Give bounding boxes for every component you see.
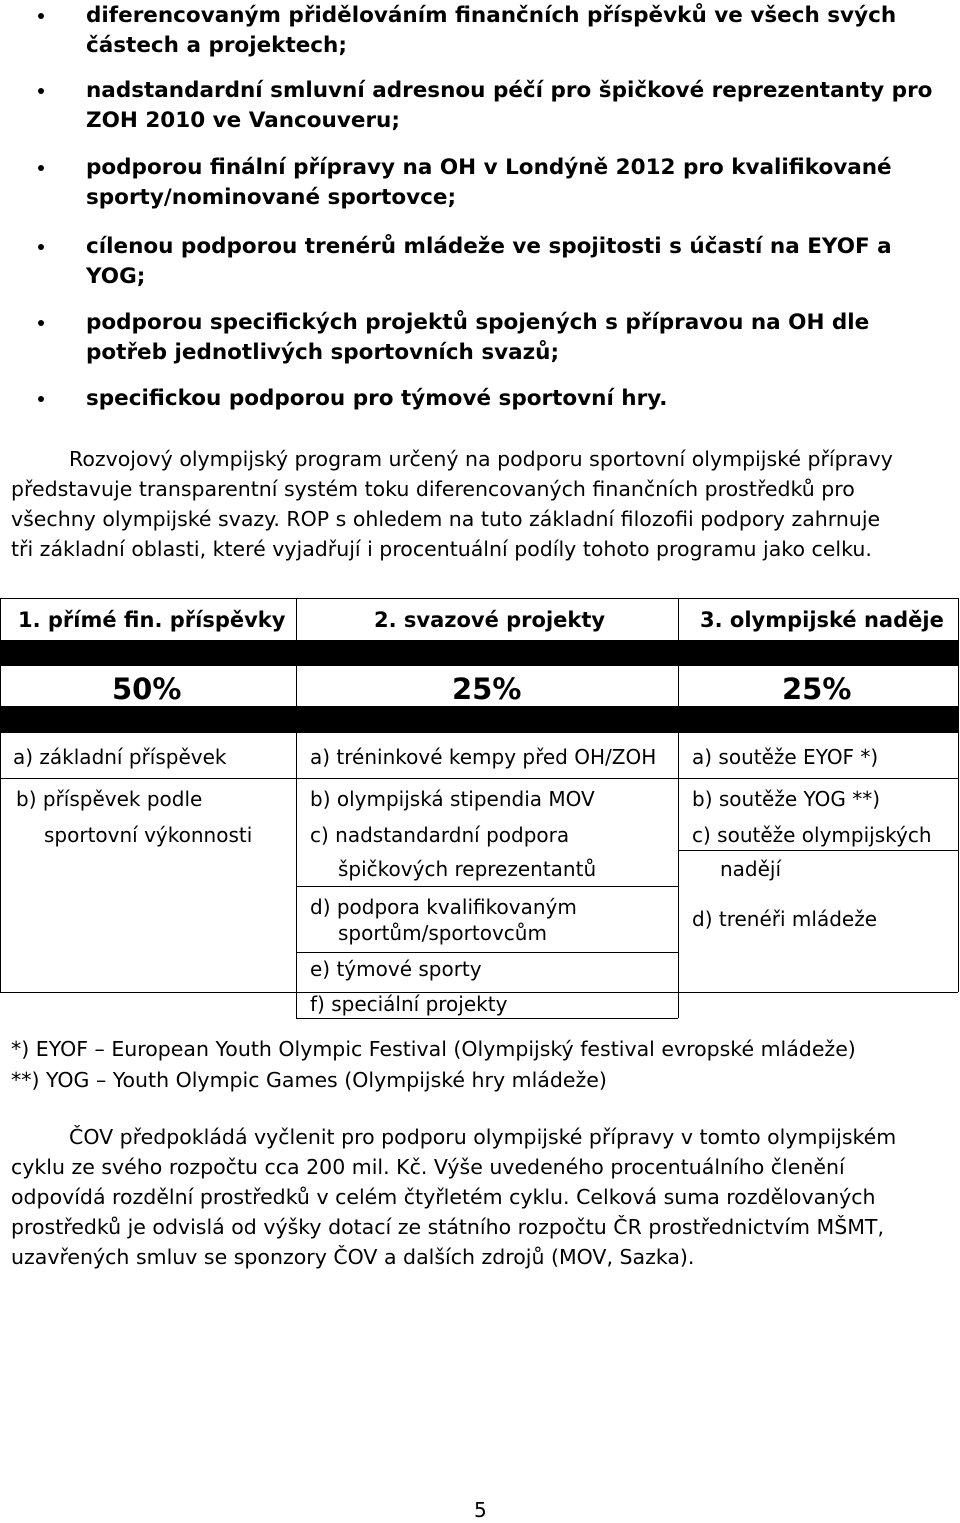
table-cell: f) speciální projekty <box>310 992 508 1016</box>
list-item-line: podporou specifických projektů spojených s přípravou na OH dle <box>86 310 870 335</box>
table-column-divider <box>296 992 297 1018</box>
table-cell: b) soutěže YOG **) <box>692 787 881 811</box>
bullet-dot <box>38 320 44 326</box>
bullet-dot <box>38 13 44 19</box>
list-item <box>38 153 955 213</box>
intro-paragraph <box>11 444 955 564</box>
table-border-right <box>958 598 959 992</box>
list-item-line: částech a projektech; <box>86 33 347 58</box>
table-border-top <box>0 598 958 599</box>
table-cell: b) příspěvek podle <box>16 787 203 811</box>
footnote: **) YOG – Youth Olympic Games (Olympijské hry mládeže) <box>11 1068 607 1092</box>
list-item-line: podporou finální přípravy na OH v Londýně 2012 pro kvalifikované <box>86 155 892 180</box>
list-item-line: sporty/nominované sportovce; <box>86 185 457 210</box>
table-cell: e) týmové sporty <box>310 957 482 981</box>
table-row-divider <box>678 850 958 851</box>
table-row-divider <box>0 778 958 779</box>
table-black-bar <box>0 640 958 666</box>
table-cell: b) olympijská stipendia MOV <box>310 787 595 811</box>
table-row-divider <box>296 886 678 887</box>
page-number: 5 <box>474 1498 487 1522</box>
bullet-dot <box>38 396 44 402</box>
table-cell: d) podpora kvalifikovaným <box>310 895 577 919</box>
program-table <box>0 598 960 1018</box>
bullet-dot <box>38 244 44 250</box>
table-cell: špičkových reprezentantů <box>338 857 597 881</box>
list-item-line: nadstandardní smluvní adresnou péčí pro špičkové reprezentanty pro <box>86 78 933 103</box>
table-cell: a) soutěže EYOF *) <box>692 745 879 769</box>
table-column-divider <box>678 952 679 1018</box>
list-item <box>38 232 955 292</box>
table-row-divider <box>296 1018 678 1019</box>
paragraph-line: prostředků je odvislá od výšky dotací ze státního rozpočtu ČR prostřednictvím MŠMT, <box>11 1215 884 1239</box>
table-cell: a) tréninkové kempy před OH/ZOH <box>310 745 657 769</box>
table-header-cell: 2. svazové projekty <box>374 608 606 632</box>
table-cell: d) trenéři mládeže <box>692 907 877 931</box>
table-cell: sportům/sportovcům <box>338 921 547 945</box>
table-cell: sportovní výkonnosti <box>44 823 253 847</box>
list-item-line: YOG; <box>86 264 146 289</box>
table-cell: nadějí <box>720 857 782 881</box>
paragraph-line: uzavřených smluv se sponzory ČOV a dalších zdrojů (MOV, Sazka). <box>11 1245 695 1269</box>
percentage-cell: 25% <box>782 672 852 706</box>
closing-paragraph <box>11 1122 955 1272</box>
list-item-line: cílenou podporou trenérů mládeže ve spojitosti s účastí na EYOF a <box>86 234 892 259</box>
table-cell: c) nadstandardní podpora <box>310 823 570 847</box>
paragraph-line: Rozvojový olympijský program určený na podporu sportovní olympijské přípravy <box>69 447 893 471</box>
table-cell: c) soutěže olympijských <box>692 823 932 847</box>
paragraph-line: cyklu ze svého rozpočtu cca 200 mil. Kč. Výše uvedeného procentuálního členění <box>11 1155 845 1179</box>
table-cell: a) základní příspěvek <box>13 745 227 769</box>
paragraph-line: ČOV předpokládá vyčlenit pro podporu olympijské přípravy v tomto olympijském <box>69 1125 897 1149</box>
paragraph-line: všechny olympijské svazy. ROP s ohledem na tuto základní filozofii podpory zahrnuje <box>11 507 881 531</box>
list-item-line: specifickou podporou pro týmové sportovní hry. <box>86 386 668 411</box>
list-item <box>38 384 955 414</box>
bullet-dot <box>38 88 44 94</box>
list-item-line: ZOH 2010 ve Vancouveru; <box>86 108 400 133</box>
paragraph-line: představuje transparentní systém toku diferencovaných finančních prostředků pro <box>11 477 855 501</box>
table-row-divider <box>296 952 678 953</box>
table-header-cell: 1. přímé fin. příspěvky <box>18 608 286 632</box>
percentage-cell: 50% <box>112 672 182 706</box>
list-item-line: potřeb jednotlivých sportovních svazů; <box>86 340 560 365</box>
bullet-dot <box>38 165 44 171</box>
table-header-cell: 3. olympijské naděje <box>700 608 944 632</box>
list-item <box>38 308 955 368</box>
list-item <box>38 1 955 61</box>
paragraph-line: tři základní oblasti, které vyjadřují i procentuální podíly tohoto programu jako celku. <box>11 537 872 561</box>
list-item-line: diferencovaným přidělováním finančních příspěvků ve všech svých <box>86 3 897 28</box>
footnote: *) EYOF – European Youth Olympic Festival (Olympijský festival evropské mládeže) <box>11 1037 856 1061</box>
paragraph-line: odpovídá rozdělní prostředků v celém čtyřletém cyklu. Celková suma rozdělovaných <box>11 1185 876 1209</box>
percentage-cell: 25% <box>452 672 522 706</box>
table-black-bar <box>0 706 958 733</box>
list-item <box>38 76 955 136</box>
